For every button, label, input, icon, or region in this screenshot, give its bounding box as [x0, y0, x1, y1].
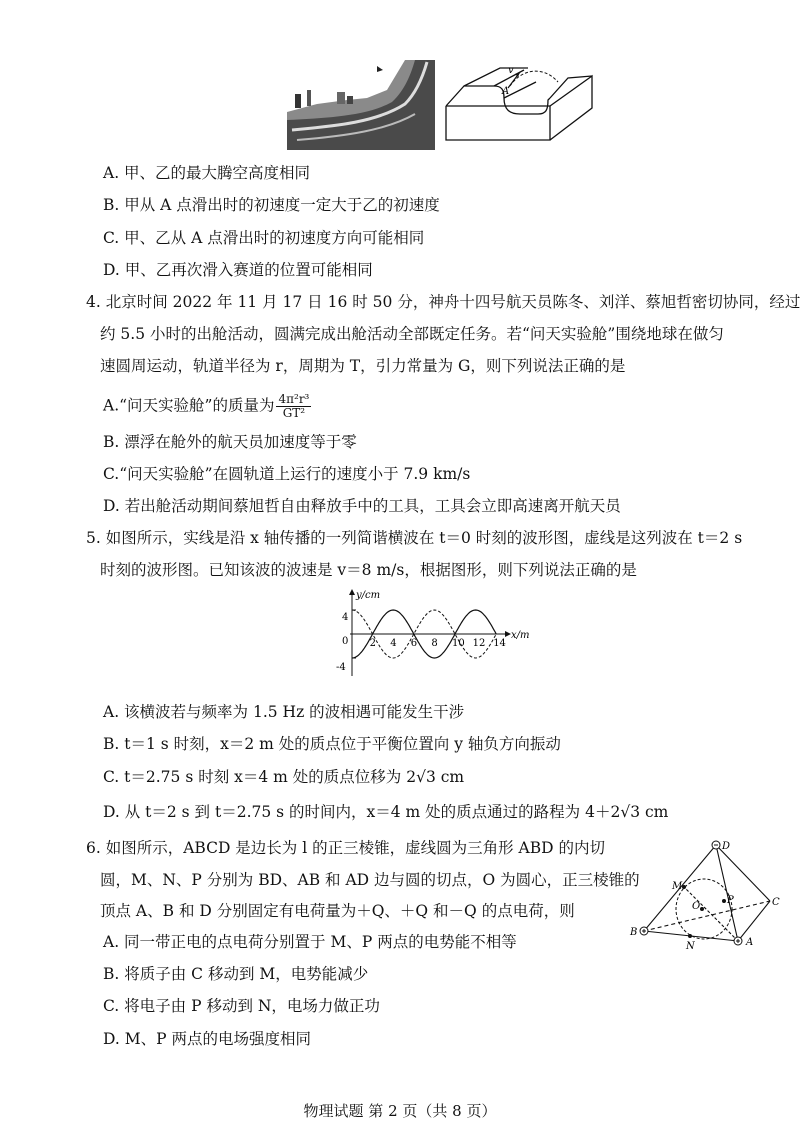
q5-option-b: B. t＝1 s 时刻，x＝2 m 处的质点位于平衡位置向 y 轴负方向振动: [103, 735, 561, 753]
q4-option-a-text: A.“问天实验舱”的质量为: [103, 396, 275, 415]
label-c: C: [772, 897, 780, 908]
page-footer: 物理试题 第 2 页（共 8 页）: [303, 1102, 497, 1120]
fraction-numerator: 4π²r³: [278, 392, 310, 406]
wave-graph: [330, 584, 540, 684]
x-tick-label: 6: [410, 638, 418, 649]
q5-option-a: A. 该横波若与频率为 1.5 Hz 的波相遇可能发生干涉: [103, 703, 465, 721]
q4-stem-line1: 4. 北京时间 2022 年 11 月 17 日 16 时 50 分，神舟十四号航天员陈冬、刘洋、蔡旭哲密切协同，经过: [86, 293, 800, 311]
fraction-denominator: GT²: [282, 406, 306, 420]
label-o: O: [692, 901, 701, 912]
q6-stem-line3: 顶点 A、B 和 D 分别固定有电荷量为＋Q、＋Q 和－Q 的点电荷，则: [100, 902, 575, 920]
q4-option-a: [103, 393, 311, 420]
q3-option-d: D. 甲、乙再次滑入赛道的位置可能相同: [103, 261, 373, 279]
q6-option-b: B. 将质子由 C 移动到 M，电势能减少: [103, 965, 369, 983]
label-p: P: [727, 895, 734, 906]
q5-stem-line2: 时刻的波形图。已知该波的波速是 v＝8 m/s，根据图形，则下列说法正确的是: [100, 561, 637, 579]
halfpipe-diagram: [440, 58, 600, 154]
label-b: B: [630, 927, 638, 938]
x-tick-label: 12: [472, 638, 486, 649]
y-tick-label: -4: [336, 662, 346, 673]
label-m: M: [672, 881, 683, 892]
q4-option-d: D. 若出舱活动期间蔡旭哲自由释放手中的工具，工具会立即高速离开航天员: [103, 497, 621, 515]
q6-option-c: C. 将电子由 P 移动到 N，电场力做正功: [103, 997, 380, 1015]
origin-label: 0: [342, 636, 349, 647]
velocity-label: v: [508, 65, 514, 76]
x-tick-label: 10: [452, 638, 465, 649]
label-d: D: [722, 841, 731, 852]
q6-option-a: A. 同一带正电的点电荷分别置于 M、P 两点的电势能不相等: [103, 933, 517, 951]
q4-stem-line3: 速圆周运动，轨道半径为 r，周期为 T，引力常量为 G，则下列说法正确的是: [100, 357, 626, 375]
x-tick-label: 14: [493, 638, 506, 649]
pyramid-diagram: [628, 835, 788, 955]
q3-option-b: B. 甲从 A 点滑出时的初速度一定大于乙的初速度: [103, 196, 440, 214]
label-n: N: [686, 941, 695, 952]
x-axis-label: x/m: [511, 630, 530, 641]
x-tick-label: 2: [369, 638, 376, 649]
mass-fraction: [276, 393, 311, 420]
label-a: A: [746, 937, 754, 948]
q4-option-c: C.“问天实验舱”在圆轨道上运行的速度小于 7.9 km/s: [103, 465, 471, 483]
q4-option-b: B. 漂浮在舱外的航天员加速度等于零: [103, 433, 357, 451]
q5-stem-line1: 5. 如图所示，实线是沿 x 轴传播的一列简谐横波在 t＝0 时刻的波形图，虚线是这列波在 t＝2 s: [86, 529, 743, 547]
y-axis-label: y/cm: [356, 590, 381, 601]
point-a-label: A: [502, 86, 510, 97]
q6-stem-line1: 6. 如图所示，ABCD 是边长为 l 的正三棱锥，虚线圆为三角形 ABD 的内切: [86, 839, 605, 857]
x-tick-label: 4: [390, 638, 397, 649]
y-tick-label: 4: [342, 612, 349, 623]
q5-option-d: D. 从 t＝2 s 到 t＝2.75 s 的时间内，x＝4 m 处的质点通过的路程为 4＋2√3 cm: [103, 803, 669, 821]
ski-slope-photo: [287, 60, 435, 150]
q3-option-c: C. 甲、乙从 A 点滑出时的初速度方向可能相同: [103, 229, 425, 247]
q4-stem-line2: 约 5.5 小时的出舱活动，圆满完成出舱活动全部既定任务。若“问天实验舱”围绕地球在做匀: [100, 325, 724, 343]
q6-stem-line2: 圆，M、N、P 分别为 BD、AB 和 AD 边与圆的切点，O 为圆心，正三棱锥的: [100, 871, 640, 889]
q5-option-c: C. t＝2.75 s 时刻 x＝4 m 处的质点位移为 2√3 cm: [103, 768, 465, 786]
x-tick-label: 8: [431, 638, 438, 649]
q3-option-a: A. 甲、乙的最大腾空高度相同: [103, 164, 311, 182]
q6-option-d: D. M、P 两点的电场强度相同: [103, 1030, 311, 1048]
